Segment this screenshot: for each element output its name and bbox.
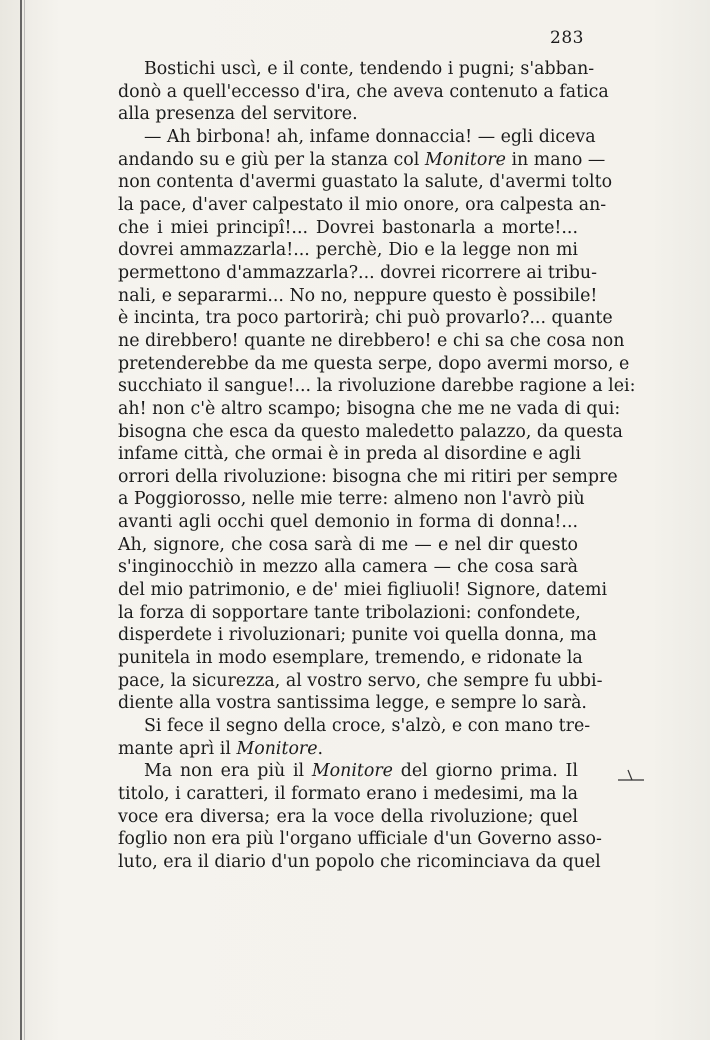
text-line: pace, la sicurezza, al vostro servo, che sempre fu ubbi- [118,670,603,691]
text-line: è incinta, tra poco partorirà; chi può provarlo?... quante [118,308,613,329]
text-line-with-italic: Ma non era più il Monitore del giorno prima. Il [144,761,578,782]
text-line: che i miei principî!... Dovrei bastonarla a morte!... [118,217,578,238]
text-line: del mio patrimonio, e de' miei figliuoli! Signore, datemi [118,580,608,601]
text-line: ah! non c'è altro scampo; bisogna che me ne vada di qui: [118,398,621,419]
binding-edge [20,0,22,1040]
text-line: non contenta d'avermi guastato la salute, d'avermi tolto [118,172,613,193]
text-line: luto, era il diario d'un popolo che ricominciava da quel [118,851,601,872]
text-line: disperdete i rivoluzionari; punite voi quella donna, ma [118,625,597,646]
text-line: ne direbbero! quante ne direbbero! e chi sa che cosa non [118,330,625,351]
italic-title: Monitore [424,149,506,170]
text-line: permettono d'ammazzarla?... dovrei ricorrere ai tribu- [118,262,597,283]
body-text [92,58,636,874]
italic-title: Monitore [311,761,393,782]
text-line-with-italic: andando su e giù per la stanza col Monitore in mano — [118,149,606,170]
paragraph [92,715,591,760]
page-number: 283 [550,28,584,48]
text-line: donò a quell'eccesso d'ira, che aveva contenuto a fatica [118,81,609,102]
text-line: avanti agli occhi quel demonio in forma di donna!... [118,512,578,533]
text-line: s'inginocchiò in mezzo alla camera — che cosa sarà [118,557,578,578]
text-line: nali, e separarmi... No no, neppure questo è possibile! [118,285,598,306]
text-line: Bostichi uscì, e il conte, tendendo i pugni; s'abban- [144,59,595,79]
text-line: la forza di sopportare tante tribolazioni: confondete, [118,602,581,623]
text-line: voce era diversa; era la voce della rivoluzione; quel [118,806,578,827]
text-line: bisogna che esca da questo maledetto palazzo, da questa [118,421,623,442]
text-line: infame città, che ormai è in preda al disordine e agli [118,444,581,465]
italic-title: Monitore [236,738,318,759]
text-line: a Poggiorosso, nelle mie terre: almeno non l'avrò più [118,489,585,510]
binding-edge-shadow [24,0,25,1040]
paragraph [92,760,602,873]
text-line: Ah, signore, che cosa sarà di me — e nel dir questo [118,534,578,555]
text-line: orrori della rivoluzione: bisogna che mi ritiri per sempre [118,466,618,487]
text-line: diente alla vostra santissima legge, e sempre lo sarà. [118,693,587,714]
paragraph [92,126,636,715]
text-line: punitela in modo esemplare, tremendo, e ridonate la [118,648,583,669]
text-line: dovrei ammazzarla!... perchè, Dio e la legge non mi [118,240,578,261]
text-line: foglio non era più l'organo ufficiale d'un Governo asso- [118,829,602,850]
text-line: titolo, i caratteri, il formato erano i medesimi, ma la [118,784,578,804]
text-line: succhiato il sangue!... la rivoluzione darebbe ragione a lei: [118,376,636,397]
paragraph [92,58,609,126]
text-line: alla presenza del servitore. [118,104,358,125]
text-line: Si fece il segno della croce, s'alzò, e con mano tre- [144,716,591,737]
text-line-with-italic: mante aprì il Monitore. [118,738,324,759]
text-line: la pace, d'aver calpestato il mio onore, ora calpesta an- [118,194,607,215]
text-line: pretenderebbe da me questa serpe, dopo avermi morso, e [118,353,630,374]
text-line: — Ah birbona! ah, infame donnaccia! — egli diceva [144,126,596,147]
handwritten-margin-mark [614,768,648,786]
